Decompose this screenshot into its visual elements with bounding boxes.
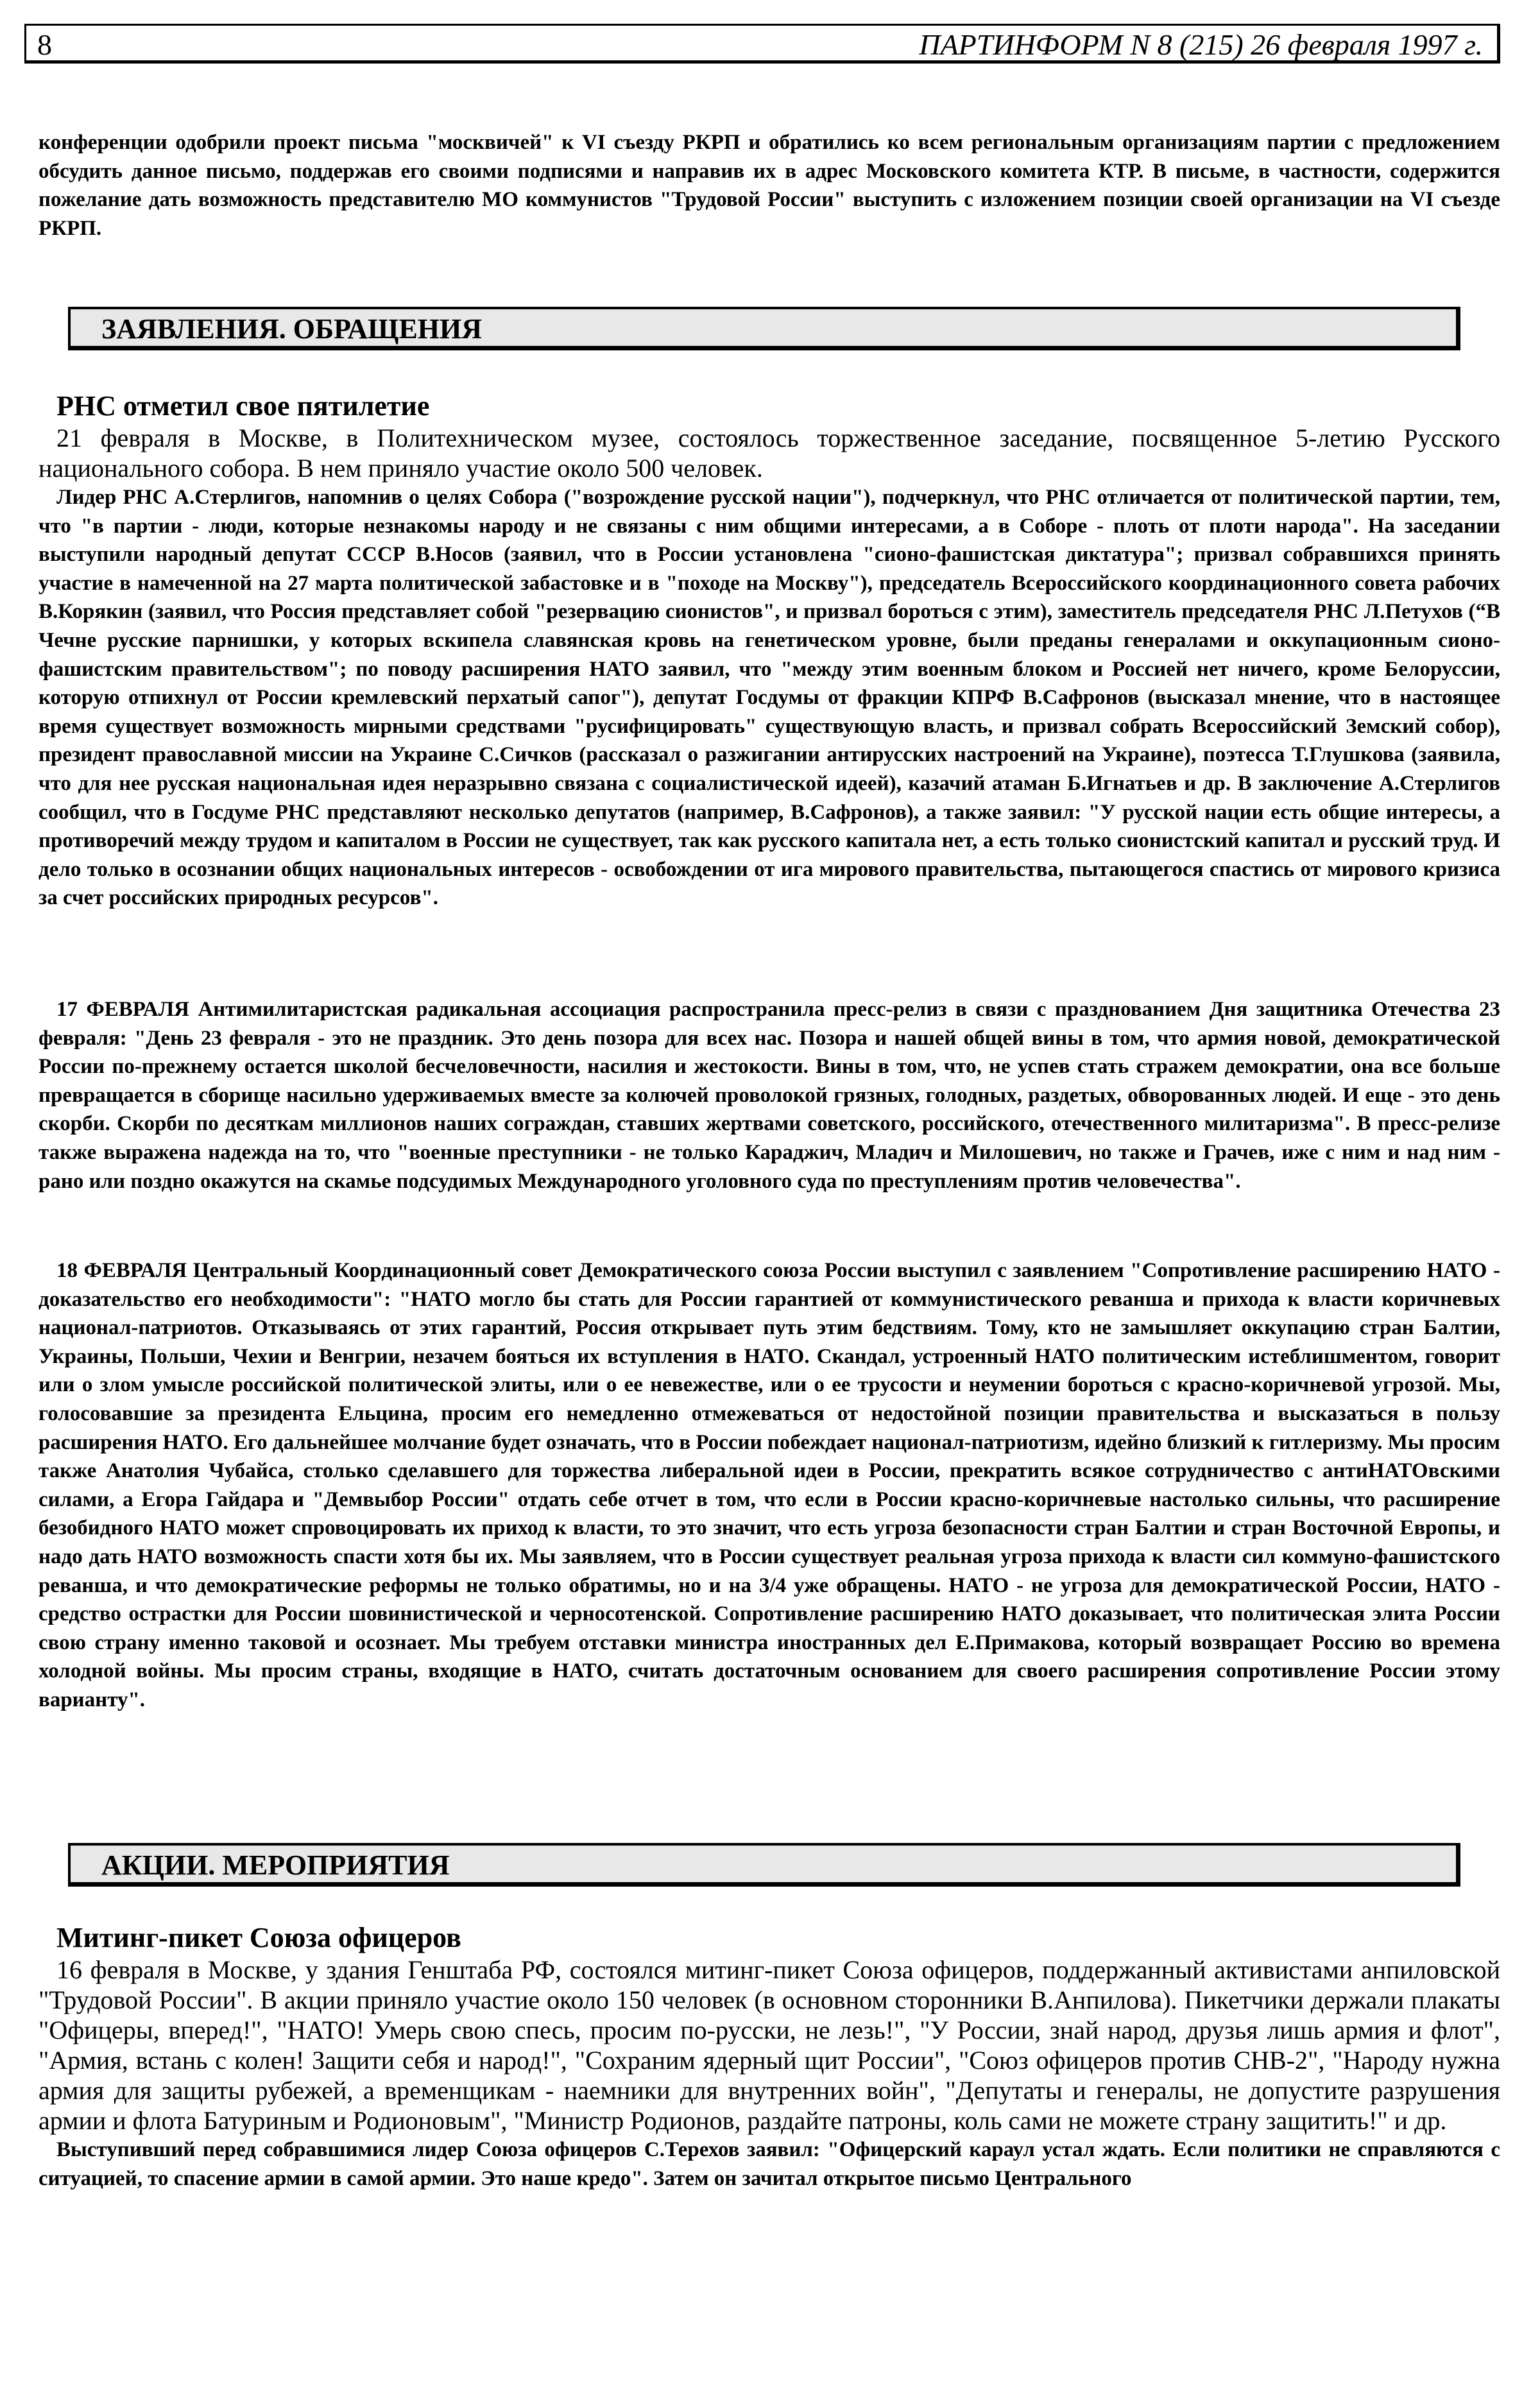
article-paragraph: [38, 995, 1500, 1195]
article-text: Антимилитаристская радикальная ассоциация распространила пресс-релиз в связи с празднованием Дня защитника Отечества 23 февраля: "День 23 февраля - это не праздник. Это день позора для всех нас. Позора и нашей общей вины в том, что армия новой, демократической России по-прежнему остается школой бесчеловечности, насилия и жестокости. Вины в том, что, не успев стать стражем демократии, она все больше превращается в сборище насильно удерживаемых вместе за колючей проволокой грязных, голодных, раздетых, обворованных людей. И еще - это день скорби. Скорби по десяткам миллионов наших сограждан, ставших жертвами советского, российского, отечественного милитаризма". В пресс-релизе также выражена надежда на то, что "военные преступники - не только Караджич, Младич и Милошевич, но также и Грачев, иже с ним и над ним - рано или поздно окажутся на скамье подсудимых Международного уголовного суда по преступлениям против человечества".: [38, 998, 1501, 1193]
article-headline: РНС отметил свое пятилетие: [56, 390, 430, 422]
article-body: Выступивший перед собравшимися лидер Союза офицеров С.Терехов заявил: "Офицерский караул устал ждать. Если политики не справляются с ситуацией, то спасение армии в самой армии. Это наше кредо". Затем он зачитал открытое письмо Центрального: [38, 2138, 1500, 2190]
article-text: Центральный Координационный совет Демократического союза России выступил с заявлением "Сопротивление расширению НАТО - доказательство его необходимости": "НАТО могло бы стать для России гарантией от коммунистического реванша и прихода к власти коричневых национал-патриотов. Отказываясь от этих гарантий, Россия открывает путь этим бедствиям. Тому, кто не замышляет оккупацию стран Балтии, Украины, Польши, Чехии и Венгрии, незачем бояться их вступления в НАТО. Скандал, устроенный НАТО политическим истеблишментом, говорит или о злом умысле российской политической элиты, или о ее невежестве, или о ее трусости и неумении бороться с красно-коричневой угрозой. Мы, голосовавшие за президента Ельцина, просим его немедленно отмежеваться от недостойной позиции правительства и высказаться в пользу расширения НАТО. Его дальнейшее молчание будет означать, что в России побеждает национал-патриотизм, идейно близкий к гитлеризму. Мы просим также Анатолия Чубайса, столько сделавшего для торжества либеральной идеи в России, прекратить всякое сотрудничество с антиНАТОвскими силами, а Егора Гайдара и "Демвыбор России" отдать себе отчет в том, что если в России красно-коричневые настолько сильны, что расширение безобидного НАТО может спровоцировать их приход к власти, то это значит, что есть угроза безопасности стран Балтии и стран Восточной Европы, и надо дать НАТО возможность спасти хотя бы их. Мы заявляем, что в России существует реальная угроза прихода к власти сил коммуно-фашистского реванша, и что демократические реформы не только обратимы, но и на 3/4 уже обращены. НАТО - не угроза для демократической России, НАТО - средство острастки для России шовинистической и черносотенской. Сопротивление расширению НАТО доказывает, что политическая элита России свою страну именно таковой и осознает. Мы требуем отставки министра иностранных дел Е.Примакова, который возвращает Россию во времена холодной войны. Мы просим страны, входящие в НАТО, считать достаточным основанием для своего расширения сопротивление России этому варианту".: [38, 1259, 1500, 1711]
article-lead: 16 февраля в Москве, у здания Генштаба РФ, состоялся митинг-пикет Союза офицеров, поддержанный активистами анпиловской "Трудовой России". В акции приняло участие около 150 человек (в основном сторонники В.Анпилова). Пикетчики держали плакаты "Офицеры, вперед!", "НАТО! Умерь свою спесь, просим по-русски, не лезь!", "У России, знай народ, друзья лишь армия и флот", "Армия, встань с колен! Защити себя и народ!", "Сохраним ядерный щит России", "Союз офицеров против СНВ-2", "Народу нужна армия для защиты рубежей, а временщикам - наемники для внутренних войн", "Депутаты и генералы, не допустите разрушения армии и флота Батуриным и Родионовым", "Министр Родионов, раздайте патроны, коль сами не можете страну защитить!" и др.: [38, 1955, 1500, 2135]
page-number: 8: [37, 28, 52, 61]
article-feb17: [38, 995, 1500, 1195]
article-lead: 21 февраля в Москве, в Политехническом музее, состоялось торжественное заседание, посвященное 5-летию Русского национального собора. В нем приняло участие около 500 человек.: [38, 424, 1500, 483]
article-officers: [38, 1921, 1500, 2193]
intro-block: [38, 128, 1500, 243]
article-date: 17 ФЕВРАЛЯ: [56, 998, 189, 1021]
section-bar-actions: [68, 1843, 1460, 1887]
section-bar-statements: [68, 307, 1460, 350]
page-header: [24, 24, 1500, 64]
article-feb18: [38, 1256, 1500, 1715]
article-date: 18 ФЕВРАЛЯ: [56, 1259, 187, 1282]
article-headline: Митинг-пикет Союза офицеров: [56, 1922, 461, 1953]
intro-paragraph: конференции одобрили проект письма "москвичей" к VI съезду РКРП и обратились ко всем региональным организациям партии с предложением обсудить данное письмо, поддержав его своими подписями и направив их в адрес Московского комитета КТР. В письме, в частности, содержится пожелание дать возможность представителю МО коммунистов "Трудовой России" выступить с изложением позиции своей организации на VI съезде РКРП.: [38, 131, 1500, 240]
article-rns: [38, 390, 1500, 913]
section-title: АКЦИИ. МЕРОПРИЯТИЯ: [101, 1849, 450, 1881]
section-title: ЗАЯВЛЕНИЯ. ОБРАЩЕНИЯ: [101, 313, 483, 345]
article-paragraph: [38, 1256, 1500, 1715]
issue-info: ПАРТИНФОРМ N 8 (215) 26 февраля 1997 г.: [919, 28, 1483, 61]
article-body: Лидер РНС А.Стерлигов, напомнив о целях Собора ("возрождение русской нации"), подчеркнул, что РНС отличается от политической партии, тем, что "в партии - люди, которые незнакомы народу и не связаны с ним общими интересами, а в Соборе - плоть от плоти народа". На заседании выступили народный депутат СССР В.Носов (заявил, что в России установлена "сионо-фашистская диктатура"; призвал собравшихся принять участие в намеченной на 27 марта политической забастовке и в "походе на Москву"), председатель Всероссийского координационного совета рабочих В.Корякин (заявил, что Россия представляет собой "резервацию сионистов", и призвал бороться с этим), заместитель председателя РНС Л.Петухов (“В Чечне русские парнишки, у которых вскипела славянская кровь на генетическом уровне, были преданы генералами и оккупационным сионо-фашистским правительством"; по поводу расширения НАТО заявил, что "между этим военным блоком и Россией нет ничего, кроме Белоруссии, которую отпихнул от России кремлевский перхатый сапог"), депутат Госдумы от фракции КПРФ В.Сафронов (высказал мнение, что в настоящее время существует возможность мирными средствами "русифицировать" существующую власть, и призвал собрать Всероссийский Земский собор), президент православной миссии на Украине С.Сичков (рассказал о разжигании антирусских настроений на Украине), поэтесса Т.Глушкова (заявила, что для нее русская национальная идея неразрывно связана с социалистической идеей), казачий атаман Б.Игнатьев и др. В заключение А.Стерлигов сообщил, что в Госдуме РНС представляют несколько депутатов (например, В.Сафронов), а также заявил: "У русской нации есть общие интересы, а противоречий между трудом и капиталом в России не существует, так как русского капитала нет, а есть только сионистский капитал и русский труд. И дело только в осознании общих национальных интересов - освобождении от ига мирового правительства, пытающегося спастись от мирового кризиса за счет российских природных ресурсов".: [38, 486, 1500, 910]
